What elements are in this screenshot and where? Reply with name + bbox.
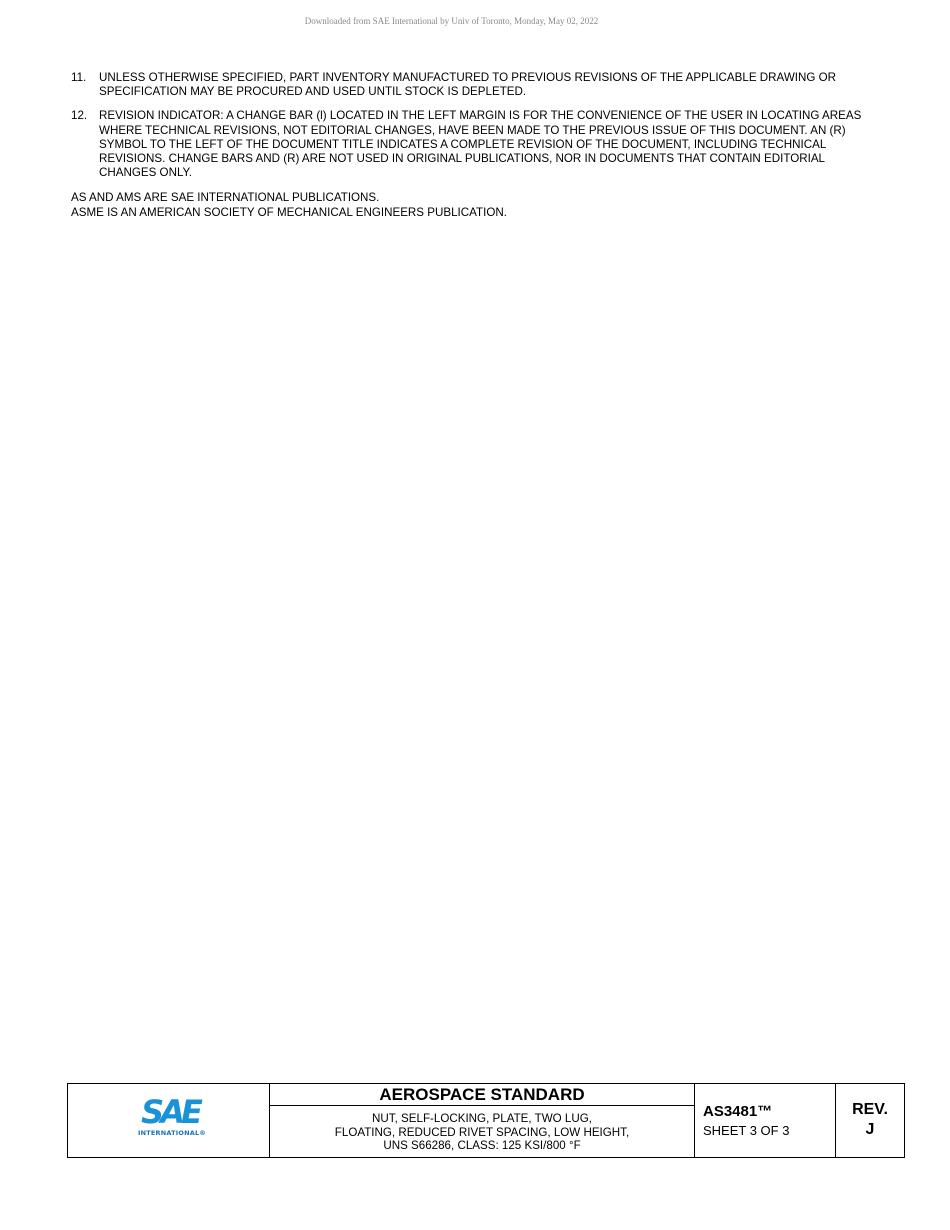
note-item <box>71 109 881 180</box>
document-number-cell <box>695 1084 836 1157</box>
revision-label: REV. <box>852 1101 888 1118</box>
notes-section <box>71 71 881 220</box>
logo-subtext: INTERNATIONAL® <box>138 1129 206 1137</box>
description-line: FLOATING, REDUCED RIVET SPACING, LOW HEIGHT, <box>334 1125 630 1139</box>
standard-title: AEROSPACE STANDARD <box>270 1084 694 1106</box>
download-notice: Downloaded from SAE International by Univ of Toronto, Monday, May 02, 2022 <box>304 16 599 26</box>
references <box>71 191 881 219</box>
title-block <box>67 1083 905 1158</box>
logo-cell <box>68 1084 270 1157</box>
title-cell <box>270 1084 695 1157</box>
reference-line: AS AND AMS ARE SAE INTERNATIONAL PUBLICATIONS. <box>71 191 380 205</box>
part-description <box>270 1106 694 1153</box>
note-number: 11. <box>71 71 87 84</box>
logo-wordmark: SAE <box>141 1093 199 1131</box>
revision-cell <box>836 1084 904 1157</box>
note-item <box>71 71 881 99</box>
document-number: AS3481™ <box>703 1103 773 1120</box>
description-line: NUT, SELF-LOCKING, PLATE, TWO LUG, <box>372 1112 592 1125</box>
revision-value: J <box>865 1121 875 1138</box>
sae-logo <box>138 1095 208 1137</box>
sheet-indicator: SHEET 3 OF 3 <box>703 1123 790 1138</box>
reference-line: ASME IS AN AMERICAN SOCIETY OF MECHANICAL ENGINEERS PUBLICATION. <box>71 205 507 219</box>
description-line: UNS S66286, CLASS: 125 KSI/800 °F <box>383 1139 581 1152</box>
note-text: UNLESS OTHERWISE SPECIFIED, PART INVENTORY MANUFACTURED TO PREVIOUS REVISIONS OF THE APPLICABLE DRAWING OR SPECIFICATION MAY BE PROCURED AND USED UNTIL STOCK IS DEPLETED. <box>99 71 837 99</box>
note-number: 12. <box>71 109 88 123</box>
note-text: REVISION INDICATOR: A CHANGE BAR (l) LOCATED IN THE LEFT MARGIN IS FOR THE CONVENIENCE OF THE USER IN LOCATING AREAS WHERE TECHNICAL REVISIONS, NOT EDITORIAL CHANGES, HAVE BEEN MADE TO THE PREVIOUS ISSUE OF THIS DOCUMENT. AN (R) SYMBOL TO THE LEFT OF THE DOCUMENT TITLE INDICATES A COMPLETE REVISION OF THE DOCUMENT, INCLUDING TECHNICAL REVISIONS. CHANGE BARS AND (R) ARE NOT USED IN ORIGINAL PUBLICATIONS, NOR IN DOCUMENTS THAT CONTAIN EDITORIAL CHANGES ONLY. <box>99 109 862 180</box>
